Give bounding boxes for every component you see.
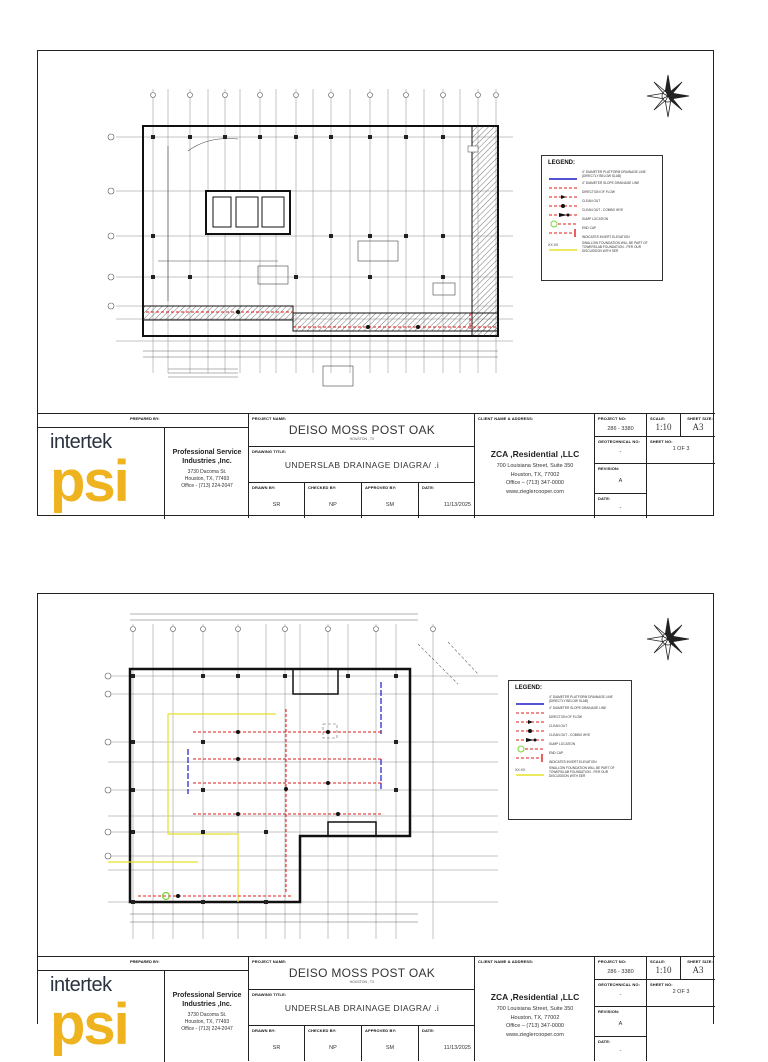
approved-by-cell: APPROVED BY: SM	[362, 1025, 419, 1061]
company-address: 3730 Dacoma St. Houston, TX, 77493 Office - (713) 224-2047	[181, 469, 233, 489]
company-name: Professional Service Industries ,Inc.	[172, 449, 242, 465]
client-address: 700 Louisiana Street, Suite 350 Houston, TX, 77002 Office – (713) 347-0000 www.zieglercooper.com	[496, 463, 574, 495]
sheet-size-cell: SHEET SIZE: A3	[681, 414, 715, 437]
project-city: HOUSTON , TX	[349, 980, 375, 984]
drawing-title-label: DRAWING TITLE:	[252, 992, 287, 997]
drawn-by: SR	[272, 1045, 281, 1051]
project-name: DEISO MOSS POST OAK	[288, 966, 436, 980]
title-block	[38, 413, 715, 517]
sheet-size-cell: SHEET SIZE: A3	[681, 957, 715, 980]
approved-by-cell: APPROVED BY: SM	[362, 482, 419, 518]
revision: A	[618, 1021, 623, 1027]
grid-lines	[108, 624, 498, 939]
client-label: CLIENT NAME & ADDRESS:	[478, 959, 534, 964]
legend-item: 4" DIAMETER PLATFORM DRAINAGE LINE (DIRECTLY BELOW SLAB)	[582, 169, 646, 178]
sump-icon	[548, 215, 578, 223]
sheet-size: A3	[692, 422, 704, 432]
slope-drainage-lines	[138, 709, 383, 896]
drawn-by-cell: DRAWN BY: SR	[249, 1025, 305, 1061]
legend-title: LEGEND:	[515, 685, 542, 691]
date2: -	[619, 1048, 622, 1054]
legend-item: CLEAN OUT	[515, 721, 625, 730]
project-no: 286 - 3380	[607, 969, 634, 975]
legend-item: SUMP LOCATION	[548, 214, 656, 223]
legend-title: LEGEND:	[548, 160, 575, 166]
legend-item: CLEAN OUT - COMBO WYE	[548, 205, 656, 214]
checked-by-cell: CHECKED BY: NP	[305, 482, 362, 518]
legend-item: CLEAN OUT - COMBO WYE	[515, 730, 625, 739]
project-city: HOUSTON , TX	[349, 437, 375, 441]
legend-box	[541, 155, 663, 281]
hatched-strip-2	[293, 313, 498, 331]
project-section	[249, 414, 475, 518]
legend-item: XX.XX INDICATES INVERT ELEVATION	[515, 759, 597, 772]
date-cell: DATE: 11/13/2025	[419, 482, 475, 518]
platform-drainage-lines	[188, 682, 381, 794]
legend-item: XX.XX INDICATES INVERT ELEVATION	[548, 234, 630, 247]
client-name: ZCA ,Residential ,LLC	[490, 992, 580, 1002]
checked-by: NP	[329, 502, 337, 508]
drawing-title: UNDERSLAB DRAINAGE DIAGRA/ .i	[284, 460, 440, 470]
legend-item: SWALLOW FOUNDATION WILL BE PART OF TOWERSLAB FOUNDATION - PER OUR DISCUSSION WITH SER	[582, 241, 648, 253]
geotech-no-cell: GEOTECHNICAL NO: -	[595, 437, 647, 464]
sheet-no: 1 OF 3	[672, 446, 690, 452]
project-section	[249, 957, 475, 1061]
project-name-label: PROJECT NAME:	[252, 959, 287, 964]
sheet-no: 2 OF 3	[672, 989, 690, 995]
approved-by: SM	[385, 1045, 395, 1051]
company-info	[165, 970, 249, 1062]
scale: 1:10	[655, 422, 672, 432]
grid-bubbles	[108, 93, 499, 310]
prepared-by-section	[38, 414, 249, 518]
company-name: Professional Service Industries ,Inc.	[172, 992, 242, 1008]
company-info	[165, 427, 249, 519]
checked-by-cell: CHECKED BY: NP	[305, 1025, 362, 1061]
date2-cell: DATE: -	[595, 494, 647, 518]
building-outline	[130, 669, 410, 902]
drawn-by: SR	[272, 502, 281, 508]
scale: 1:10	[655, 965, 672, 975]
project-name-label: PROJECT NAME:	[252, 416, 287, 421]
company-logo	[38, 427, 165, 519]
hatched-strip	[143, 306, 293, 320]
legend-box	[508, 680, 632, 820]
project-no: 286 - 3380	[607, 426, 634, 432]
project-name: DEISO MOSS POST OAK	[288, 423, 436, 437]
geotech-no: -	[619, 992, 622, 998]
intertek-logo: intertek	[50, 974, 112, 996]
end-cap-icon	[548, 224, 578, 232]
pile-markers	[151, 135, 445, 279]
sheet-no-cell: SHEET NO: 1 OF 3	[647, 437, 715, 464]
client-address: 700 Louisiana Street, Suite 350 Houston, TX, 77002 Office – (713) 347-0000 www.zieglercooper.com	[496, 1006, 574, 1038]
legend-item: END CAP	[515, 748, 625, 757]
legend-item: 4" DIAMETER SLOPE DRAINAGE LINE	[549, 705, 607, 710]
psi-logo: psi	[50, 992, 128, 1057]
hatched-area	[472, 126, 498, 336]
drawing-title: UNDERSLAB DRAINAGE DIAGRA/ .i	[284, 1003, 440, 1013]
approved-by: SM	[385, 502, 395, 508]
north-arrow-icon	[645, 73, 691, 119]
intertek-logo: intertek	[50, 431, 112, 453]
checked-by: NP	[329, 1045, 337, 1051]
date-cell: DATE: 11/13/2025	[419, 1025, 475, 1061]
building-outline	[143, 126, 498, 336]
revision-cell: REVISION: A	[595, 1007, 647, 1037]
sheet-size: A3	[692, 965, 704, 975]
scale-cell: SCALE: 1:10	[647, 414, 681, 437]
scale-cell: SCALE: 1:10	[647, 957, 681, 980]
client-section	[475, 414, 595, 518]
prepared-by-label: PREPARED BY:	[130, 416, 160, 421]
drawing-date: 11/13/2025	[443, 1045, 471, 1051]
legend-item: CLEAN OUT	[548, 196, 656, 205]
company-address: 3730 Dacoma St. Houston, TX, 77493 Office - (713) 224-2047	[181, 1012, 233, 1032]
end-cap-icon	[515, 749, 545, 757]
company-logo	[38, 970, 165, 1062]
title-block	[38, 956, 715, 1060]
clean-out-icon	[548, 197, 578, 205]
drawing-date: 11/13/2025	[443, 502, 471, 508]
client-name: ZCA ,Residential ,LLC	[490, 449, 580, 459]
pile-markers	[131, 674, 398, 904]
north-arrow-icon	[645, 616, 691, 662]
prepared-by-section	[38, 957, 249, 1061]
grid-bubbles	[105, 627, 436, 860]
geotech-no-cell: GEOTECHNICAL NO: -	[595, 980, 647, 1007]
sheet-info-section	[595, 414, 715, 518]
legend-item: 4" DIAMETER PLATFORM DRAINAGE LINE (DIRECTLY BELOW SLAB)	[549, 694, 613, 703]
clean-out-icon	[515, 722, 545, 730]
sheet-info-section	[595, 957, 715, 1061]
date2-cell: DATE: -	[595, 1037, 647, 1061]
sheet-no-cell: SHEET NO: 2 OF 3	[647, 980, 715, 1007]
prepared-by-label: PREPARED BY:	[130, 959, 160, 964]
legend-item: 4" DIAMETER SLOPE DRAINAGE LINE	[582, 180, 640, 185]
drawing-sheet-2	[37, 593, 714, 1057]
client-label: CLIENT NAME & ADDRESS:	[478, 416, 534, 421]
client-section	[475, 957, 595, 1061]
legend-item: SUMP LOCATION	[515, 739, 625, 748]
psi-logo: psi	[50, 449, 128, 514]
legend-item: END CAP	[548, 223, 656, 232]
drawn-by-cell: DRAWN BY: SR	[249, 482, 305, 518]
drawing-title-label: DRAWING TITLE:	[252, 449, 287, 454]
project-no-cell: PROJECT NO: 286 - 3380	[595, 414, 647, 437]
revision: A	[618, 478, 623, 484]
sump-icon	[515, 740, 545, 748]
legend-item: SWALLOW FOUNDATION WILL BE PART OF TOWERSLAB FOUNDATION - PER OUR DISCUSSION WITH SER	[549, 766, 615, 778]
geotech-no: -	[619, 449, 622, 455]
legend-item: DIRECTION OF FLOW	[515, 712, 625, 721]
drawing-sheet-1	[37, 50, 714, 516]
revision-cell: REVISION: A	[595, 464, 647, 494]
legend-item: DIRECTION OF FLOW	[548, 187, 656, 196]
date2: -	[619, 505, 622, 511]
project-no-cell: PROJECT NO: 286 - 3380	[595, 957, 647, 980]
